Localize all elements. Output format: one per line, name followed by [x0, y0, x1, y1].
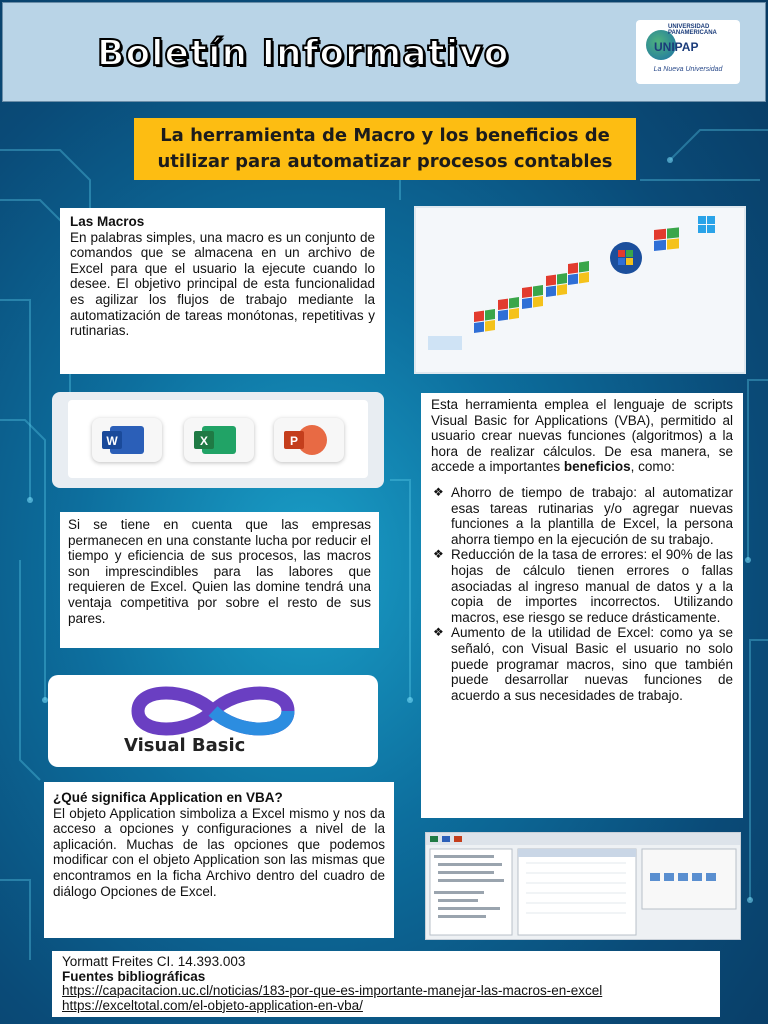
- excel-icon: [184, 418, 254, 462]
- vba-editor-screenshot: [425, 832, 741, 940]
- excel-letter: X: [199, 434, 209, 448]
- vba-editor-illustration: [426, 833, 740, 939]
- vba-body: El objeto Application simboliza a Excel mismo y nos da acceso a opciones y configuraciones a nivel de la aplicación. Muchas de las opciones que podemos modificar con el objeto Application son las mismas que encontramos en la ficha Archivo dentro del cuadro de diálogo Opciones de Excel.: [53, 805, 385, 899]
- macros-section: [60, 208, 385, 374]
- diamond-bullet-icon: ❖: [433, 547, 444, 562]
- windows-versions-image: [416, 208, 744, 372]
- list-item: ❖ Aumento de la utilidad de Excel: como ya se señaló, con Visual Basic el usuario no solo puede programar macros, sino que también puede desarrollar nuevas funciones de acuerdo a sus necesidades de trabajo.: [433, 625, 733, 703]
- list-item: ❖ Ahorro de tiempo de trabajo: al automatizar esas tareas rutinarias y/o agregar nuevas funciones a la plantilla de Excel, la persona ahorra tiempo en la ejecución de su trabajo.: [433, 484, 733, 547]
- macros-body: En palabras simples, una macro es un conjunto de comandos que se almacena en un archivo de Excel para que el usuario la ejecute cuando lo desee. El objetivo principal de esta funcionalidad es agilizar los flujos de trabajo mediante la automatización de tareas monótonas, repetitivas y rutinarias.: [70, 229, 375, 339]
- source-link-uc[interactable]: https://capacitacion.uc.cl/noticias/183-por-que-es-importante-manejar-las-macros-en-excel: [62, 983, 603, 998]
- source-link-exceltotal[interactable]: https://exceltotal.com/el-objeto-application-en-vba/: [62, 997, 363, 1013]
- windows-logo-icon: [428, 216, 715, 350]
- powerpoint-letter: P: [289, 434, 299, 448]
- diamond-bullet-icon: ❖: [433, 625, 444, 640]
- visual-basic-label: Visual Basic: [124, 735, 246, 756]
- empresas-section: [60, 512, 379, 648]
- macros-heading: Las Macros: [70, 214, 145, 229]
- office-icons-panel: [68, 400, 368, 478]
- powerpoint-icon: [274, 418, 344, 462]
- sources-heading: Fuentes bibliográficas: [62, 968, 206, 984]
- main-title: La herramienta de Macro y los beneficios de utilizar para automatizar procesos contables: [134, 118, 636, 180]
- benefits-list: [431, 485, 733, 703]
- author-line: Yormatt Freites CI. 14.393.003: [62, 954, 246, 969]
- header-banner: [2, 2, 766, 102]
- logo-university-text: UNIVERSIDAD PANAMERICANA: [668, 24, 717, 36]
- benefits-intro: Esta herramienta emplea el lenguaje de scripts Visual Basic for Applications (VBA), permitido al usuario crear nuevas funciones (algoritmos) a la hora de realizar cálculos. De esa manera, se accede a importantes: [431, 397, 733, 475]
- word-icon: [92, 418, 162, 462]
- vba-heading: ¿Qué significa Application en VBA?: [53, 790, 283, 805]
- page-title: Boletín Informativo: [97, 33, 510, 74]
- benefits-bold-word: beneficios: [563, 459, 631, 475]
- sources-section: [52, 951, 720, 1017]
- list-item: ❖ Reducción de la tasa de errores: el 90% de las hojas de cálculo tienen errores o fallas asociadas al ingreso manual de datos y a la copia de importes incorrectos. Utilizando macros, ese riesgo se reduce drásticamente.: [433, 547, 733, 625]
- visual-basic-logo: [48, 675, 378, 767]
- windows-logos-illustration: [416, 208, 744, 372]
- benefits-section: [421, 393, 743, 818]
- office-apps-image: [52, 392, 384, 488]
- benefits-intro-end: , como:: [630, 459, 675, 475]
- diamond-bullet-icon: ❖: [433, 484, 444, 499]
- word-letter: W: [106, 434, 118, 448]
- logo-tagline: La Nueva Universidad: [653, 66, 723, 73]
- vba-application-section: [44, 782, 394, 938]
- university-logo: [636, 20, 740, 84]
- empresas-body: Si se tiene en cuenta que las empresas permanecen en una constante lucha por reducir el tiempo y eficiencia de sus procesos, las macros son imprescindibles para las labores que requieren de Excel. Quien las domine tendrá una ventaja competitiva por sobre el resto de sus pares.: [68, 517, 371, 626]
- logo-name: UNIPAP: [654, 40, 699, 54]
